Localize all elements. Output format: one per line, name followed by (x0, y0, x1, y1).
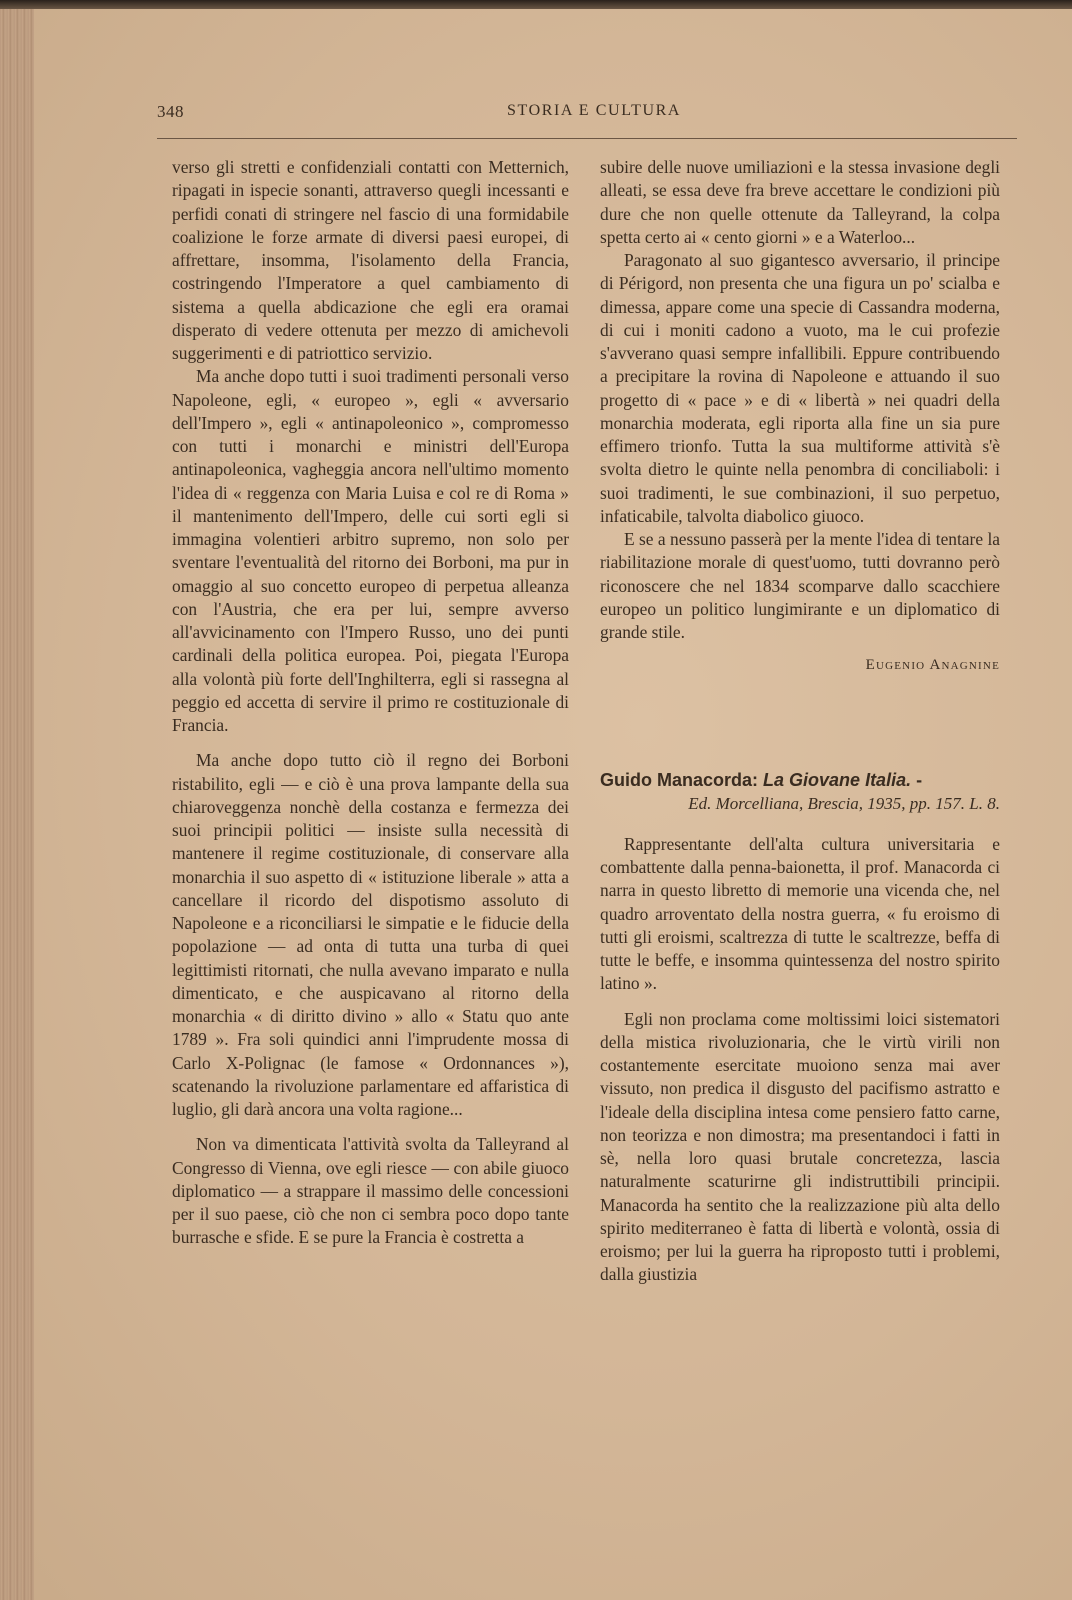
review-title: La Giovane Italia. (763, 769, 912, 790)
paragraph: Ma anche dopo tutti i suoi tradimenti personali verso Napoleone, egli, « europeo », egli « avversario dell'Impero », egli « antinapoleonico », compromesso con tutti i monarchi e ministri dell'Europa antinapoleonica, vagheggia ancora nell'ultimo momento l'idea di « reggenza con Maria Luisa e col re di Roma » il mantenimento dell'Impero, delle cui sorti egli si immagina volentieri arbitro supremo, non solo per sventare l'eventualità del ritorno dei Borboni, ma pur in omaggio al suo concetto europeo di perpetua alleanza con l'Austria, che era per lui, sempre avverso all'avvicinamento con l'Impero Russo, uno dei punti cardinali della politica europea. Poi, piegata l'Europa alla volontà più forte dell'Inghilterra, egli si rassegna al peggio ed accetta di servire il primo re costituzionale di Francia. (172, 366, 569, 735)
page-header (157, 102, 1017, 132)
paragraph: E se a nessuno passerà per la mente l'idea di tentare la riabilitazione morale di quest'uomo, tutti dovranno però riconoscere che nel 1834 scomparve dallo scacchiere europeo un politico lungimirante e un diplomatico di grande stile. (600, 529, 1000, 642)
paragraph: Non va dimenticata l'attività svolta da Talleyrand al Congresso di Vienna, ove egli riesce — con abile giuoco diplomatico — a strappare il massimo delle concessioni per il suo paese, ciò che non ci sembra poco dopo tante burrasche e sfide. E se pure la Francia è costretta a (172, 1134, 569, 1248)
page-number: 348 (157, 102, 184, 121)
review-heading (600, 768, 1000, 792)
paragraph: Paragonato al suo gigantesco avversario, il principe di Périgord, non presenta che una figura un po' scialba e dimessa, appare come una specie di Cassandra moderna, di cui i moniti cadono a vuoto, ma le cui profezie s'avverano quasi sempre infallibili. Eppure contribuendo a precipitare la rovina di Napoleone e attuando il suo progetto di « pace » e di « libertà » nei quadri della monarchia moderata, egli riporta alla fine un sia pure effimero trionfo. Tutta la sua multiforme attività s'è svolta dietro le quinte nella penombra di conciliaboli: i suoi tradimenti, le sue combinazioni, il suo perpetuo, infaticabile, talvolta diabolico giuoco. (600, 250, 1000, 526)
paragraph: subire delle nuove umiliazioni e la stessa invasione degli alleati, se essa deve fra breve accettare le condizioni più dure che non quelle ottenute da Talleyrand, la colpa spetta certo ai « cento giorni » e a Waterloo... (600, 157, 1000, 247)
review-publication: Ed. Morcelliana, Brescia, 1935, pp. 157. L. 8. (688, 793, 1000, 813)
paragraph: Egli non proclama come moltissimi loici sistematori della mistica rivoluzionaria, che le virtù virili non costantemente esercitate muoiono senza mai aver vissuto, non predica il disgusto del pacifismo astratto e l'ideale della disciplina intesa come pensiero fatto carne, non teorizza e non dimostra; ma presentandoci i fatti in sè, nella loro quasi brutale concretezza, lascia naturalmente scaturirne gli indistruttibili principii. Manacorda ha sentito che la realizzazione più alta dello spirito mediterraneo è fatta di libertà e volontà, ossia di eroismo; per lui la guerra ha riproposto tutti i problemi, dalla giustizia (600, 1008, 1000, 1285)
running-title: STORIA E CULTURA (507, 102, 682, 119)
top-edge-strip (0, 0, 1072, 9)
header-rule (157, 138, 1017, 139)
article-author: Eugenio Anagnine (865, 657, 1000, 674)
paragraph: verso gli stretti e confidenziali contatti con Metternich, ripagati in ispecie sonanti, attraverso quegli incessanti e perfidi conati di stringere nel fascio di una formidabile coalizione le forze armate di diversi paesi europei, di affrettare, insomma, l'isolamento della Francia, costringendo l'Imperatore a quel cambiamento di sistema a quella abdicazione che egli era oramai disperato di vedere ottenuta per mezzo di amichevoli suggerimenti e di patriottico servizio. (172, 157, 569, 363)
paragraph: Ma anche dopo tutto ciò il regno dei Borboni ristabilito, egli — e ciò è una prova lampante della sua chiaroveggenza nonchè della costanza e fermezza dei suoi principii politici — insiste sulla necessità di mantenere il regime costituzionale, di conservare alla monarchia il suo aspetto di « istituzione liberale » atta a cancellare il ricordo del dispotismo assoluto di Napoleone e a riconciliarsi le simpatie e le fiducie della popolazione — ad onta di tutta una turba di quei legittimisti ritornati, che nulla avevano imparato e nulla dimenticato, e che auspicavano al ritorno della monarchia « di diritto divino » allo « Statu quo ante 1789 ». Fra soli quindici anni l'imprudente mossa di Carlo X-Polignac (le famose « Ordonnances »), scatenando la rivoluzione parlamentare ed affaristica di luglio, gli darà ancora una volta ragione... (172, 750, 569, 1119)
left-column (172, 156, 569, 1250)
paragraph: Rappresentante dell'alta cultura universitaria e combattente dalla penna-baionetta, il prof. Manacorda ci narra in questo libretto di memorie una vicenda che, nel quadro arroventato della nostra guerra, « fu eroismo di tutti gli eroismi, scaltrezza di tutte le scaltrezze, beffa di tutte le beffe, e insomma quintessenza del nostro spirito latino ». (600, 833, 1000, 994)
book-spine (0, 9, 34, 1600)
review-separator: - (916, 769, 923, 790)
right-column (600, 156, 1000, 1287)
review-author: Guido Manacorda: (600, 769, 759, 790)
